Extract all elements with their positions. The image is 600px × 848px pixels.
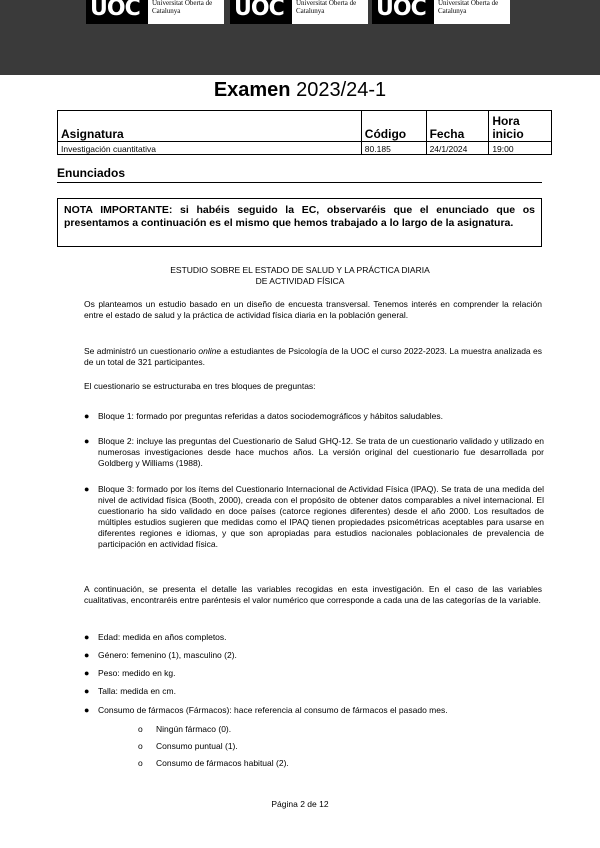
sub-list-item: o Consumo puntual (1).	[138, 741, 238, 751]
sub-list-item: o Consumo de fármacos habitual (2).	[138, 758, 289, 768]
list-item: ● Consumo de fármacos (Fármacos): hace referencia al consumo de fármacos el pasado mes.	[84, 705, 448, 715]
list-item: ● Edad: medida en años completos.	[84, 632, 227, 642]
list-item: ● Bloque 2: incluye las preguntas del Cuestionario de Salud GHQ-12. Se trata de un cuestionario validado y utilizado en numerosas investigaciones desde hace muchos años. La versión original del cuestionario fue desarrollada por Goldberg y Williams (1988).	[84, 436, 544, 468]
header-bar	[0, 0, 600, 75]
paragraph-structure: El cuestionario se estructuraba en tres bloques de preguntas:	[84, 381, 316, 391]
cell-hora: 19:00	[489, 142, 552, 155]
title-bold: Examen	[213, 79, 291, 101]
uoc-logo: UOC Universitat Oberta de Catalunya	[230, 0, 368, 24]
page-number: Página 2 de 12	[271, 799, 329, 809]
table-header-row	[58, 111, 552, 142]
circle-bullet-icon: o	[138, 741, 143, 751]
bullet-icon: ●	[84, 686, 90, 696]
exam-info-table	[57, 110, 552, 155]
paragraph-intro: Os planteamos un estudio basado en un diseño de encuesta transversal. Tenemos interés en comprender la relación entre el estado de salud y la práctica de actividad física diaria en la población general.	[84, 299, 542, 320]
paragraph-variables: A continuación, se presenta el detalle las variables recogidas en esta investigación. En el caso de las variables cualitativas, encontraréis entre paréntesis el valor numérico que corresponde a cada una de las categorías de la variable.	[84, 584, 542, 605]
table-row	[58, 142, 552, 155]
sub-list-item: o Ningún fármaco (0).	[138, 724, 232, 734]
list-item: ● Talla: medida en cm.	[84, 686, 176, 696]
page-title	[0, 79, 600, 102]
uoc-logo: UOC Universitat Oberta de Catalunya	[86, 0, 224, 24]
bullet-icon: ●	[84, 650, 90, 660]
list-item: ● Peso: medido en kg.	[84, 668, 176, 678]
uoc-logo: UOC Universitat Oberta de Catalunya	[372, 0, 510, 24]
bullet-icon: ●	[84, 668, 90, 678]
title-year: 2023/24-1	[290, 79, 387, 101]
header-codigo: Código	[361, 111, 426, 142]
important-note: NOTA IMPORTANTE: si habéis seguido la EC, observaréis que el enunciado que os presentamos a continuación es el mismo que hemos trabajado a lo largo de la asignatura.	[57, 198, 542, 247]
cell-codigo: 80.185	[361, 142, 426, 155]
bullet-icon: ●	[84, 632, 90, 642]
paragraph-sample: Se administró un cuestionario online a estudiantes de Psicología de la UOC el curso 2022-2023. La muestra analizada es de un total de 321 participantes.	[84, 346, 542, 367]
header-hora-inicio: Hora inicio	[489, 111, 552, 142]
bullet-icon: ●	[84, 436, 90, 446]
bullet-icon: ●	[84, 411, 90, 421]
circle-bullet-icon: o	[138, 758, 143, 768]
cell-asignatura: Investigación cuantitativa	[58, 142, 362, 155]
circle-bullet-icon: o	[138, 724, 143, 734]
list-item: ● Género: femenino (1), masculino (2).	[84, 650, 237, 660]
list-item: ● Bloque 3: formado por los ítems del Cuestionario Internacional de Actividad Física (IPAQ). Se trata de una medida del nivel de actividad física (Booth, 2000), creada con el propósito de obtener datos comparables a nivel internacional. El cuestionario ha sido validado en doce países (catorce regiones diferentes) desde el año 2000. Los resultados de múltiples estudios sugieren que medidas como el IPAQ tienen propiedades psicométricas aceptables para usarse en diferentes regiones e idiomas, y que son apropiadas para estudios nacionales poblacionales de prevalencia de participación en actividad física.	[84, 484, 544, 549]
header-fecha: Fecha	[426, 111, 489, 142]
study-title: ESTUDIO SOBRE EL ESTADO DE SALUD Y LA PRÁCTICA DIARIA DE ACTIVIDAD FÍSICA	[170, 265, 430, 286]
header-asignatura: Asignatura	[58, 111, 362, 142]
cell-fecha: 24/1/2024	[426, 142, 489, 155]
list-item: ● Bloque 1: formado por preguntas referidas a datos sociodemográficos y hábitos saludables.	[84, 411, 443, 421]
bullet-icon: ●	[84, 484, 90, 494]
section-title: Enunciados	[57, 166, 542, 183]
bullet-icon: ●	[84, 705, 90, 715]
